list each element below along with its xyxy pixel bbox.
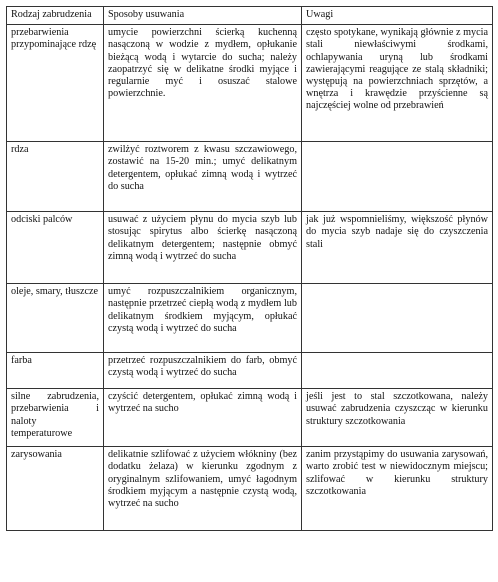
cell-notes: zanim przystąpimy do usuwania zarysowań, warto zrobić test w niewidocznym miejscu; szlifować w kierunku struktury szczotkowania: [302, 447, 493, 531]
cell-removal-method: usuwać z użyciem płynu do mycia szyb lub stosując spirytus albo ścierkę nasączoną delikatnym detergentem; następnie obmyć zimną wodą i wytrzeć do sucha: [104, 212, 302, 284]
header-stain-type: Rodzaj zabrudzenia: [7, 7, 104, 25]
header-notes: Uwagi: [302, 7, 493, 25]
cell-stain-type: silne zabrudzenia, przebarwienia i naloty temperaturowe: [7, 389, 104, 447]
cell-removal-method: przetrzeć rozpuszczalnikiem do farb, obmyć czystą wodą i wytrzeć do sucha: [104, 353, 302, 389]
table-row: [7, 142, 493, 212]
table-row: [7, 212, 493, 284]
cell-removal-method: zwilżyć roztworem z kwasu szczawiowego, zostawić na 15-20 min.; umyć delikatnym detergentem, opłukać zimną wodą i wytrzeć do sucha: [104, 142, 302, 212]
table-row: [7, 353, 493, 389]
document: [6, 6, 492, 531]
cell-stain-type: zarysowania: [7, 447, 104, 531]
table-row: [7, 389, 493, 447]
table-row: [7, 284, 493, 353]
cell-notes: [302, 142, 493, 212]
table-row: [7, 447, 493, 531]
cell-notes: [302, 353, 493, 389]
cell-removal-method: umyć rozpuszczalnikiem organicznym, następnie przetrzeć ciepłą wodą z mydłem lub delikatnym środkiem myjącym, opłukać czystą wodą i wytrzeć do sucha: [104, 284, 302, 353]
cell-stain-type: rdza: [7, 142, 104, 212]
cell-removal-method: czyścić detergentem, opłukać zimną wodą i wytrzeć na sucho: [104, 389, 302, 447]
cell-stain-type: odciski palców: [7, 212, 104, 284]
cell-notes: [302, 284, 493, 353]
table-row: [7, 25, 493, 142]
cell-stain-type: farba: [7, 353, 104, 389]
cell-stain-type: oleje, smary, tłuszcze: [7, 284, 104, 353]
cell-notes: jak już wspomnieliśmy, większość płynów do mycia szyb nadaje się do czyszczenia stali: [302, 212, 493, 284]
cell-notes: często spotykane, wynikają głównie z mycia stali niewłaściwymi środkami, ochlapywania uryną lub środkami zawierającymi reagujące ze stalą składniki; występują na powierzchniach sprzętów, a wnętrza i krawędzie przyścienne są najczęściej wolne od przebrawień: [302, 25, 493, 142]
cell-notes: jeśli jest to stal szczotkowana, należy usuwać zabrudzenia czyszcząc w kierunku struktury szczotkowania: [302, 389, 493, 447]
cell-removal-method: delikatnie szlifować z użyciem włókniny (bez dodatku żelaza) w kierunku zgodnym z oryginalnym szlifowaniem, umyć łagodnym środkiem myjącym a następnie czystą wodą, wytrzeć na sucho: [104, 447, 302, 531]
table-header-row: [7, 7, 493, 25]
cell-stain-type: przebarwienia przypominające rdzę: [7, 25, 104, 142]
header-removal-methods: Sposoby usuwania: [104, 7, 302, 25]
stain-removal-table: [6, 6, 493, 531]
cell-removal-method: umycie powierzchni ścierką kuchenną nasączoną w wodzie z mydłem, opłukanie bieżącą wodą i wytarcie do sucha; należy zaopatrzyć się w delikatne środki myjące i regularnie myć i osuszać stalowe powierzchnie.: [104, 25, 302, 142]
